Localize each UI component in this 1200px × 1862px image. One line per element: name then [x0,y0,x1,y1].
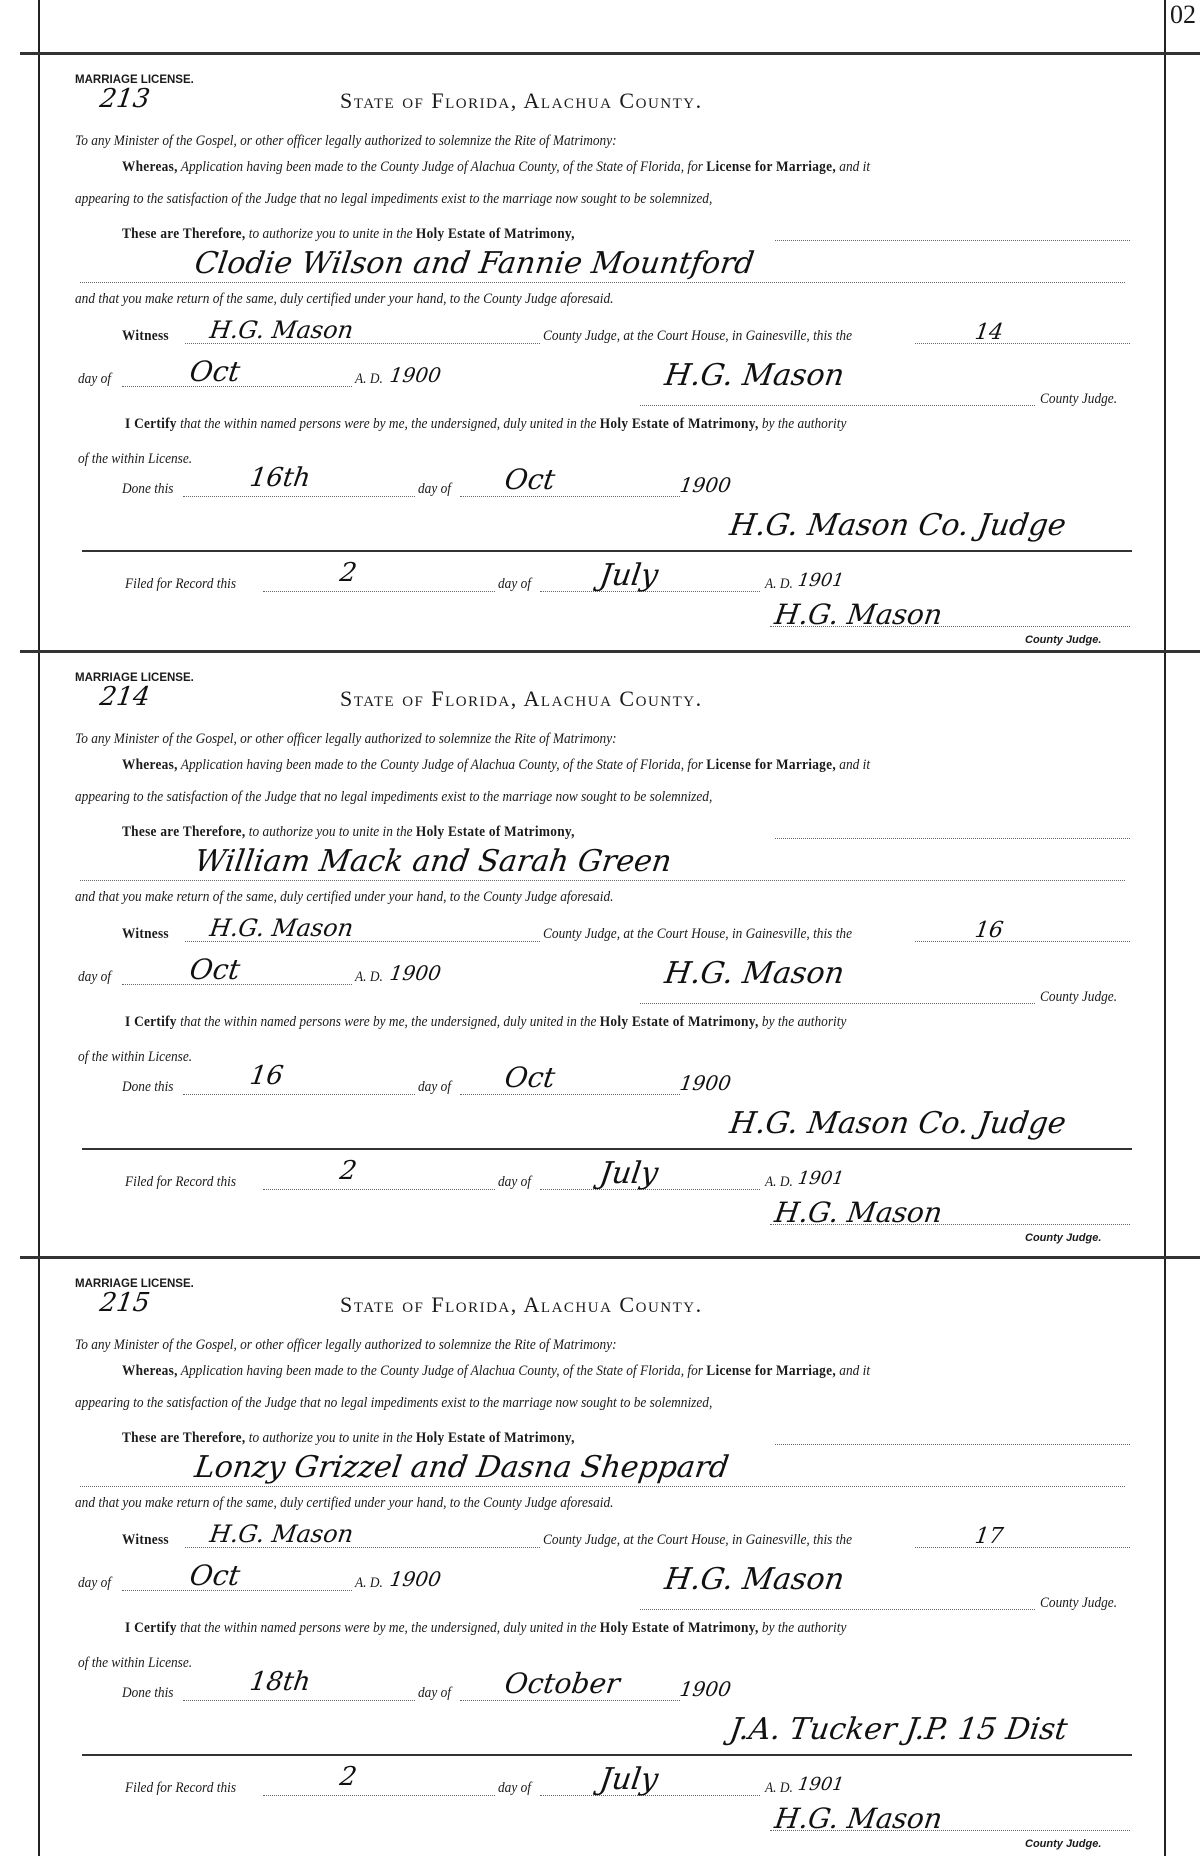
holy-estate: Holy Estate of Matrimony, [599,1620,759,1636]
done-day: 16th [247,463,313,493]
ad-label: A. D. [765,1780,793,1796]
these-are-therefore: These are Therefore, [122,824,246,840]
dotted-line [263,591,495,592]
court-text: County Judge, at the Court House, in Gainesville, this the [543,926,853,942]
county-judge-label: County Judge. [1040,1595,1118,1611]
filed-day: 2 [337,558,359,588]
county-judge-label: County Judge. [1040,989,1118,1005]
therefore-line [122,824,575,841]
salutation-text: To any Minister of the Gospel, or other officer legally authorized to solemnize the Rite of Matrimony: [75,1337,617,1353]
i-certify: I Certify [125,1620,177,1636]
whereas-line [122,159,870,176]
page-number: 02 [1170,0,1196,29]
whereas-text: Application having been made to the County Judge of Alachua County, of the State of Florida, for [180,159,703,175]
day-of-label: day of [78,371,111,387]
ad-label: A. D. [355,1575,383,1591]
officiant-signature: J.A. Tucker J.P. 15 Dist [727,1712,1070,1747]
officiant-signature: H.G. Mason Co. Judge [727,1106,1069,1141]
witness-signature: H.G. Mason [208,914,356,942]
filed-for-record-label: Filed for Record this [125,1174,237,1190]
dotted-line [263,1795,495,1796]
judge-signature: H.G. Mason [662,1562,847,1597]
dotted-line [640,405,1035,406]
filed-year: 1901 [796,1168,846,1189]
certify-text: that the within named persons were by me, the undersigned, duly united in the [180,1620,597,1636]
done-year: 1900 [678,1071,733,1095]
ad-label: A. D. [355,969,383,985]
filed-year: 1901 [796,570,846,591]
return-text: and that you make return of the same, duly certified under your hand, to the County Judge aforesaid. [75,291,614,307]
done-year: 1900 [678,1677,733,1701]
done-month: Oct [502,463,558,496]
filed-day: 2 [337,1156,359,1186]
certify-line [125,1620,846,1637]
filed-day: 2 [337,1762,359,1792]
filed-month: July [597,1762,661,1797]
certify-text: that the within named persons were by me, the undersigned, duly united in the [180,1014,597,1030]
therefore-line [122,1430,575,1447]
witness-label: Witness [122,328,169,344]
section-rule [82,550,1132,552]
filed-signature: H.G. Mason [772,1196,945,1229]
dotted-line [183,1094,415,1095]
dotted-line [80,880,1125,881]
dotted-line [915,1547,1130,1548]
day-of-label: day of [418,1079,451,1095]
marriage-license-record [0,1262,1200,1862]
issue-month: Oct [187,1559,243,1592]
filed-year: 1901 [796,1774,846,1795]
issue-month: Oct [187,953,243,986]
filed-month: July [597,558,661,593]
salutation-text: To any Minister of the Gospel, or other officer legally authorized to solemnize the Rite of Matrimony: [75,731,617,747]
done-day: 18th [247,1667,313,1697]
whereas-word: Whereas, [122,159,178,175]
marriage-license-label: MARRIAGE LICENSE. [75,1278,194,1290]
day-of-label: day of [78,969,111,985]
dotted-line [775,838,1130,839]
section-rule [82,1148,1132,1150]
holy-estate: Holy Estate of Matrimony, [415,1430,575,1446]
whereas-text: Application having been made to the County Judge of Alachua County, of the State of Florida, for [180,1363,703,1379]
ad-label: A. D. [765,1174,793,1190]
court-text: County Judge, at the Court House, in Gainesville, this the [543,1532,853,1548]
within-license-text: of the within License. [78,1049,193,1065]
done-this-label: Done this [122,481,174,497]
license-for-marriage: License for Marriage, [706,159,836,175]
these-are-therefore: These are Therefore, [122,226,246,242]
record-separator [20,1256,1200,1259]
done-this-label: Done this [122,1079,174,1095]
filed-month: July [597,1156,661,1191]
issue-year: 1900 [388,363,443,387]
dotted-line [263,1189,495,1190]
couple-names: Clodie Wilson and Fannie Mountford [192,246,757,281]
dotted-line [80,282,1125,283]
license-for-marriage: License for Marriage, [706,1363,836,1379]
dotted-line [183,1700,415,1701]
within-license-text: of the within License. [78,451,193,467]
certify-line [125,416,846,433]
ad-label: A. D. [355,371,383,387]
authorize-text: to authorize you to unite in the [248,226,413,242]
dotted-line [770,1830,1130,1831]
filed-for-record-label: Filed for Record this [125,1780,237,1796]
license-number: 215 [97,1288,152,1318]
dotted-line [460,1700,680,1701]
license-number: 214 [97,682,152,712]
these-are-therefore: These are Therefore, [122,1430,246,1446]
couple-names: Lonzy Grizzel and Dasna Sheppard [192,1450,731,1485]
officiant-signature: H.G. Mason Co. Judge [727,508,1069,543]
authorize-text: to authorize you to unite in the [248,1430,413,1446]
day-of-label: day of [418,1685,451,1701]
day-of-label: day of [418,481,451,497]
judge-signature: H.G. Mason [662,358,847,393]
witness-label: Witness [122,926,169,942]
done-day: 16 [247,1061,286,1091]
done-month: Oct [502,1061,558,1094]
holy-estate: Holy Estate of Matrimony, [599,1014,759,1030]
dotted-line [770,626,1130,627]
county-judge-small-label: County Judge. [1025,1232,1102,1244]
by-authority: by the authority [761,1620,847,1636]
filed-signature: H.G. Mason [772,1802,945,1835]
done-month: October [502,1667,622,1700]
couple-names: William Mack and Sarah Green [192,844,674,879]
day-of-label: day of [498,1780,531,1796]
holy-estate: Holy Estate of Matrimony, [415,824,575,840]
issue-day: 17 [973,1524,1005,1549]
appearing-text: appearing to the satisfaction of the Judge that no legal impediments exist to the marriage now sought to be solemnized, [75,191,713,207]
form-title: State of Florida, Alachua County. [340,686,703,711]
and-it-text: and it [839,1363,871,1379]
court-text: County Judge, at the Court House, in Gainesville, this the [543,328,853,344]
license-for-marriage: License for Marriage, [706,757,836,773]
and-it-text: and it [839,159,871,175]
dotted-line [775,240,1130,241]
witness-signature: H.G. Mason [208,1520,356,1548]
license-number: 213 [97,84,152,114]
whereas-word: Whereas, [122,757,178,773]
issue-day: 16 [973,918,1005,943]
return-text: and that you make return of the same, duly certified under your hand, to the County Judge aforesaid. [75,1495,614,1511]
dotted-line [640,1003,1035,1004]
day-of-label: day of [498,576,531,592]
authorize-text: to authorize you to unite in the [248,824,413,840]
county-judge-label: County Judge. [1040,391,1118,407]
dotted-line [460,1094,680,1095]
within-license-text: of the within License. [78,1655,193,1671]
marriage-license-record [0,58,1200,658]
dotted-line [460,496,680,497]
dotted-line [80,1486,1125,1487]
issue-year: 1900 [388,961,443,985]
holy-estate: Holy Estate of Matrimony, [415,226,575,242]
dotted-line [775,1444,1130,1445]
form-title: State of Florida, Alachua County. [340,88,703,113]
whereas-word: Whereas, [122,1363,178,1379]
top-rule [20,52,1200,55]
dotted-line [770,1224,1130,1225]
i-certify: I Certify [125,1014,177,1030]
dotted-line [915,343,1130,344]
county-judge-small-label: County Judge. [1025,634,1102,646]
day-of-label: day of [78,1575,111,1591]
county-judge-small-label: County Judge. [1025,1838,1102,1850]
done-year: 1900 [678,473,733,497]
whereas-text: Application having been made to the County Judge of Alachua County, of the State of Florida, for [180,757,703,773]
certify-text: that the within named persons were by me, the undersigned, duly united in the [180,416,597,432]
issue-year: 1900 [388,1567,443,1591]
dotted-line [183,496,415,497]
salutation-text: To any Minister of the Gospel, or other officer legally authorized to solemnize the Rite of Matrimony: [75,133,617,149]
appearing-text: appearing to the satisfaction of the Judge that no legal impediments exist to the marriage now sought to be solemnized, [75,1395,713,1411]
dotted-line [915,941,1130,942]
issue-month: Oct [187,355,243,388]
and-it-text: and it [839,757,871,773]
dotted-line [640,1609,1035,1610]
day-of-label: day of [498,1174,531,1190]
i-certify: I Certify [125,416,177,432]
done-this-label: Done this [122,1685,174,1701]
witness-label: Witness [122,1532,169,1548]
by-authority: by the authority [761,416,847,432]
certify-line [125,1014,846,1031]
holy-estate: Holy Estate of Matrimony, [599,416,759,432]
form-title: State of Florida, Alachua County. [340,1292,703,1317]
return-text: and that you make return of the same, duly certified under your hand, to the County Judge aforesaid. [75,889,614,905]
whereas-line [122,1363,870,1380]
issue-day: 14 [973,320,1005,345]
witness-signature: H.G. Mason [208,316,356,344]
therefore-line [122,226,575,243]
filed-signature: H.G. Mason [772,598,945,631]
appearing-text: appearing to the satisfaction of the Judge that no legal impediments exist to the marriage now sought to be solemnized, [75,789,713,805]
judge-signature: H.G. Mason [662,956,847,991]
section-rule [82,1754,1132,1756]
ad-label: A. D. [765,576,793,592]
by-authority: by the authority [761,1014,847,1030]
marriage-license-label: MARRIAGE LICENSE. [75,74,194,86]
whereas-line [122,757,870,774]
marriage-license-record [0,656,1200,1256]
marriage-license-label: MARRIAGE LICENSE. [75,672,194,684]
filed-for-record-label: Filed for Record this [125,576,237,592]
